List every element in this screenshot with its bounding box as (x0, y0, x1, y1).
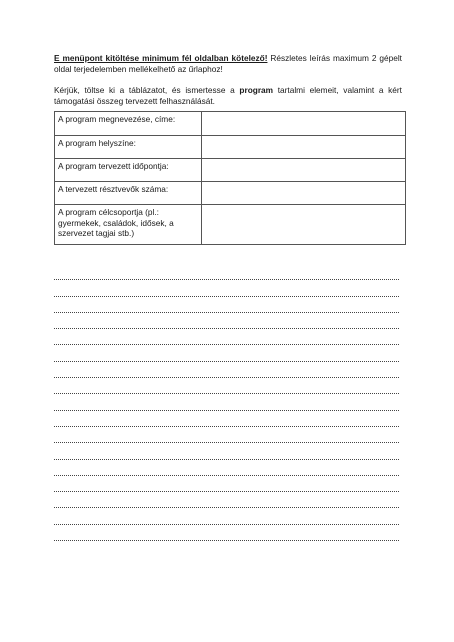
dotted-line[interactable] (54, 443, 399, 459)
instruction-paragraph (54, 85, 402, 107)
dotted-line[interactable] (54, 427, 399, 443)
dotted-line[interactable] (54, 362, 399, 378)
intro-rest: Részletes leírás maximum 2 gépelt oldal terjedelemben mellékelhető az űrlaphoz! (54, 53, 402, 74)
mandatory-notice: E menüpont kitöltése minimum fél oldalban kötelező! (54, 53, 268, 63)
row-value-field[interactable] (202, 136, 406, 159)
dotted-line[interactable] (54, 297, 399, 313)
row-label: A program célcsoportja (pl.: gyermekek, családok, idősek, a szervezet tagjai stb.) (55, 205, 202, 245)
dotted-line[interactable] (54, 313, 399, 329)
instruction-before: Kérjük, töltse ki a táblázatot, és ismertesse a (54, 85, 240, 95)
row-value-field[interactable] (202, 182, 406, 205)
dotted-line[interactable] (54, 329, 399, 345)
dotted-line[interactable] (54, 378, 399, 394)
table-row (55, 112, 406, 136)
dotted-line[interactable] (54, 280, 399, 296)
table-row (55, 182, 406, 205)
dotted-line[interactable] (54, 264, 399, 280)
row-value-field[interactable] (202, 112, 406, 136)
table-row (55, 159, 406, 182)
dotted-line[interactable] (54, 460, 399, 476)
dotted-line[interactable] (54, 411, 399, 427)
row-label: A program megnevezése, címe: (55, 112, 202, 136)
dotted-line[interactable] (54, 508, 399, 524)
row-value-field[interactable] (202, 205, 406, 245)
instruction-after: tartalmi elemeit, valamint a kért támogatási összeg tervezett felhasználását. (54, 85, 402, 106)
dotted-line[interactable] (54, 394, 399, 410)
dotted-line[interactable] (54, 476, 399, 492)
intro-paragraph (54, 53, 402, 75)
program-info-table (54, 111, 406, 245)
row-label: A tervezett résztvevők száma: (55, 182, 202, 205)
dotted-line[interactable] (54, 492, 399, 508)
instruction-bold: program (239, 85, 274, 95)
table-row (55, 136, 406, 159)
dotted-line[interactable] (54, 525, 399, 541)
dotted-line[interactable] (54, 345, 399, 361)
table-row (55, 205, 406, 245)
row-value-field[interactable] (202, 159, 406, 182)
dotted-writing-lines[interactable] (54, 264, 399, 541)
row-label: A program tervezett időpontja: (55, 159, 202, 182)
row-label: A program helyszíne: (55, 136, 202, 159)
